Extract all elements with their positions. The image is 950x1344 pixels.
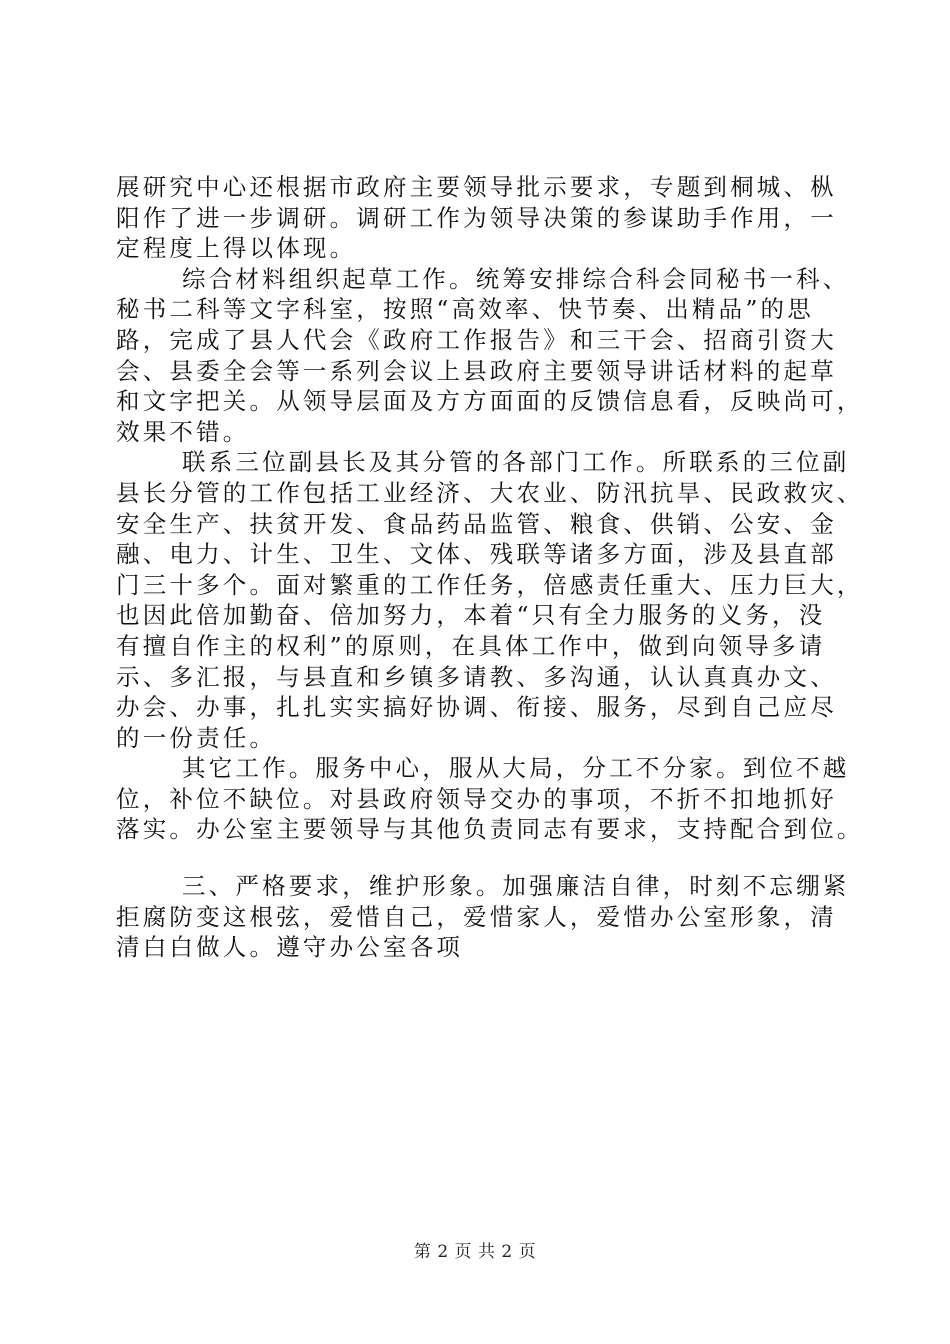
text-line: 和文字把关。从领导层面及方方面面的反馈信息看，反映尚可， — [116, 387, 864, 416]
text-line: 定程度上得以体现。 — [116, 234, 357, 263]
text-line: 示、多汇报，与县直和乡镇多请教、多沟通，认认真真办文、 — [116, 662, 837, 691]
text-line: 的一份责任。 — [116, 723, 277, 752]
text-line: 其它工作。服务中心，服从大局，分工不分家。到位不越 — [182, 754, 850, 783]
text-line: 拒腐防变这根弦，爱惜自己，爱惜家人，爱惜办公室形象，清 — [116, 902, 837, 931]
paragraph — [116, 172, 851, 264]
text-line: 会、县委全会等一系列会议上县政府主要领导讲话材料的起草 — [116, 356, 837, 385]
text-line: 门三十多个。面对繁重的工作任务，倍感责任重大、压力巨大， — [116, 570, 864, 599]
page-number-footer: 第 2 页 共 2 页 — [413, 1242, 537, 1262]
text-line: 办会、办事，扎扎实实搞好协调、衔接、服务，尽到自己应尽 — [116, 693, 837, 722]
document-body — [116, 172, 864, 963]
paragraph — [116, 447, 864, 753]
paragraph — [116, 871, 851, 963]
text-line: 路，完成了县人代会《政府工作报告》和三干会、招商引资大 — [116, 325, 837, 354]
text-line: 阳作了进一步调研。调研工作为领导决策的参谋助手作用，一 — [116, 203, 837, 232]
paragraph — [116, 264, 864, 448]
text-line: 也因此倍加勤奋、倍加努力，本着“只有全力服务的义务，没 — [116, 601, 826, 630]
text-line: 综合材料组织起草工作。统筹安排综合科会同秘书一科、 — [182, 264, 850, 293]
text-line: 落实。办公室主要领导与其他负责同志有要求，支持配合到位。 — [116, 815, 864, 844]
text-line: 联系三位副县长及其分管的各部门工作。所联系的三位副 — [182, 448, 850, 477]
text-line: 有擅自作主的权利”的原则，在具体工作中，做到向领导多请 — [116, 631, 826, 660]
text-line: 融、电力、计生、卫生、文体、残联等诸多方面，涉及县直部 — [116, 540, 837, 569]
text-line: 位，补位不缺位。对县政府领导交办的事项，不折不扣地抓好 — [116, 784, 837, 813]
text-line: 清白白做人。遵守办公室各项 — [116, 933, 464, 962]
paragraph-spacer — [116, 845, 851, 871]
paragraph — [116, 753, 864, 845]
text-line: 县长分管的工作包括工业经济、大农业、防汛抗旱、民政救灾、 — [116, 478, 864, 507]
text-line: 展研究中心还根据市政府主要领导批示要求，专题到桐城、枞 — [116, 173, 837, 201]
text-line: 安全生产、扶贫开发、食品药品监管、粮食、供销、公安、金 — [116, 509, 837, 538]
text-line: 秘书二科等文字科室，按照“高效率、快节奏、出精品”的思 — [116, 295, 814, 324]
text-line: 三、严格要求，维护形象。加强廉洁自律，时刻不忘绷紧 — [182, 872, 850, 901]
text-line: 效果不错。 — [116, 417, 250, 446]
